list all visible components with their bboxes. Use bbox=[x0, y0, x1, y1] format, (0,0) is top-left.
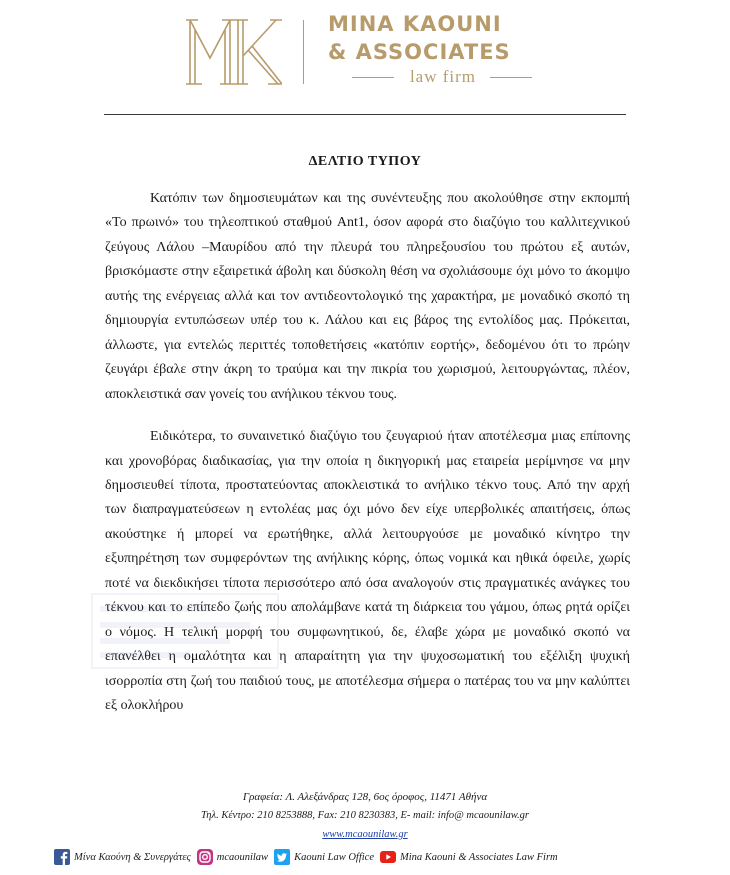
subtitle-rule-left bbox=[352, 77, 394, 78]
social-links bbox=[54, 848, 564, 866]
social-twitter[interactable] bbox=[274, 849, 374, 865]
header-rule bbox=[104, 114, 626, 115]
instagram-icon bbox=[197, 849, 213, 865]
footer-address: Γραφεία: Λ. Αλεξάνδρας 128, 6ος όροφος, 11471 Αθήνα bbox=[242, 791, 488, 803]
footer bbox=[0, 790, 730, 843]
subtitle-rule-right bbox=[490, 77, 532, 78]
brand-subtitle bbox=[332, 66, 546, 88]
brand-name-associates: & ASSOCIATES bbox=[328, 40, 511, 64]
twitter-icon bbox=[274, 849, 290, 865]
paragraph-1: Κατόπιν των δημοσιευμάτων και της συνέντευξης που ακολούθησε στην εκπομπή «Το πρωινό» του τηλεοπτικού σταθμού Ant1, όσον αφορά στο διαζύγιο του καλλιτεχνικού ζεύγους Λάλου –Μαυρίδου από την πλευρά του πληρεξουσίου του πρώτου εξ αυτών, βρισκόμαστε στην εξαιρετικά άβολη και δύσκολη θέση να σχολιάσουμε όχι μόνο το άκομψο αυτής της ενέργειας αλλά και τον αντιδεοντολογικό της χαρακτήρα, με μοναδικό σκοπό τη δημιουργία εντυπώσεων υπέρ του κ. Λάλου και εις βάρος της εντολίδος μας. Πρόκειται, άλλωστε, για εντελώς περιττές τοποθετήσεις «κατόπιν εορτής», δεδομένου ότι το πρώην ζευγάρι έβαλε στην άκρη το τραύμα και την πικρία του χωρισμού, λειτουργώντας, πλέον, αποκλειστικά σαν γονείς του ανήλικου τέκνου τους. bbox=[105, 191, 630, 402]
document-title: ΔΕΛΤΙΟ ΤΥΠΟΥ bbox=[308, 154, 422, 169]
facebook-icon bbox=[54, 849, 70, 865]
footer-contact: Τηλ. Κέντρο: 210 8253888, Fax: 210 8230383, E- mail: info@ mcaounilaw.gr bbox=[201, 810, 529, 821]
letterhead bbox=[0, 0, 730, 100]
social-instagram-label: mcaounilaw bbox=[216, 851, 269, 863]
paragraph-2: Ειδικότερα, το συναινετικό διαζύγιο του ζευγαριού ήταν αποτέλεσμα μιας επίπονης και χρονοβόρας διαδικασίας, για την οποία η δικηγορική μας εταιρεία μερίμνησε να μην δημοσιευθεί τίποτα, προστατεύοντας αποκλειστικά το ανήλικο τέκνο τους. Από την αρχή των διαπραγματεύσεων η εντολέας μας όχι μόνο δεν είχε υπερβολικές απαιτήσεις, όπως ακούστηκε ή μπορεί να ερωτήθηκε, αλλά λειτουργούσε με μοναδικό κίνητρο την εξυπηρέτηση των συμφερόντων της ανήλικης κόρης, όπως νομικά και ηθικά όφειλε, χωρίς ποτέ να διεκδικήσει τίποτα περισσότερο από όσα αναλογούν στις πραγματικές ανάγκες του τέκνου και το επίπεδο ζωής που απολάμβανε κατά τη διάρκεια του γάμου, όπως ρητά ορίζει ο νόμος. Η τελική μορφή του συμφωνητικού, δε, έλαβε χώρα με μοναδικό σκοπό να επανέλθει η ομαλότητα και η απαραίτητη για την ψυχοσωματική του εξέλιξη ψυχική ισορροπία στη ζωή του παιδιού τους, με αποτέλεσμα σήμερα ο πατέρας του να μην καλύπτει εξ ολοκλήρου bbox=[105, 429, 630, 714]
youtube-icon bbox=[380, 849, 396, 865]
social-youtube-label: Mina Kaouni & Associates Law Firm bbox=[400, 851, 558, 863]
mk-monogram-logo bbox=[186, 14, 282, 88]
social-facebook-label: Μίνα Καούνη & Συνεργάτες bbox=[74, 851, 191, 863]
document-body bbox=[105, 187, 630, 719]
footer-website-link[interactable]: www.mcaounilaw.gr bbox=[322, 829, 408, 840]
social-facebook[interactable] bbox=[54, 849, 191, 865]
social-youtube[interactable] bbox=[380, 849, 558, 865]
brand-divider bbox=[303, 20, 304, 84]
social-twitter-label: Kaouni Law Office bbox=[294, 851, 374, 863]
brand-subtitle-text: law firm bbox=[409, 67, 477, 86]
brand-name: MINA KAOUNI bbox=[328, 12, 502, 36]
social-instagram[interactable] bbox=[197, 849, 268, 865]
